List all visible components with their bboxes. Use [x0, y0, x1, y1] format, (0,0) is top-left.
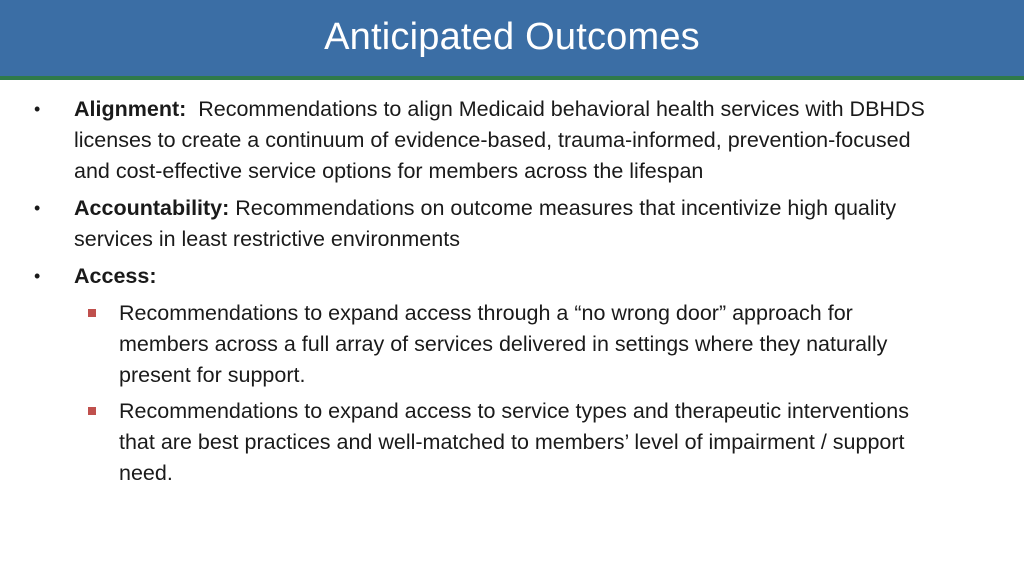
square-bullet-icon: [88, 309, 96, 317]
bullet-list: [0, 94, 1024, 494]
bullet-item-access: [0, 261, 1024, 292]
sub-bullet-item: [0, 396, 1024, 489]
bullet-item-accountability: [0, 193, 1024, 255]
bullet-label: Alignment:: [74, 97, 187, 121]
sub-bullet-text: Recommendations to expand access through a “no wrong door” approach for members across a full array of services delivered in settings where they naturally present for support.: [119, 301, 888, 387]
sub-bullet-text: Recommendations to expand access to service types and therapeutic interventions that are best practices and well-matched to members’ level of impairment / support need.: [119, 399, 909, 485]
bullet-label: Access:: [74, 264, 157, 288]
slide-title: Anticipated Outcomes: [324, 16, 700, 58]
bullet-dot-icon: •: [34, 266, 41, 286]
sub-bullet-item: [0, 298, 1024, 391]
square-bullet-icon: [88, 407, 96, 415]
title-bar-rule: [0, 76, 1024, 80]
bullet-dot-icon: •: [34, 198, 41, 218]
bullet-dot-icon: •: [34, 99, 41, 119]
bullet-text: Recommendations on outcome measures that incentivize high quality services in least restrictive environments: [74, 196, 897, 251]
bullet-text: Recommendations to align Medicaid behavioral health services with DBHDS licenses to create a continuum of evidence-based, trauma-informed, prevention-focused and cost-effective service options for members across the lifespan: [74, 97, 925, 183]
bullet-item-alignment: [0, 94, 1024, 187]
bullet-label: Accountability:: [74, 196, 230, 220]
